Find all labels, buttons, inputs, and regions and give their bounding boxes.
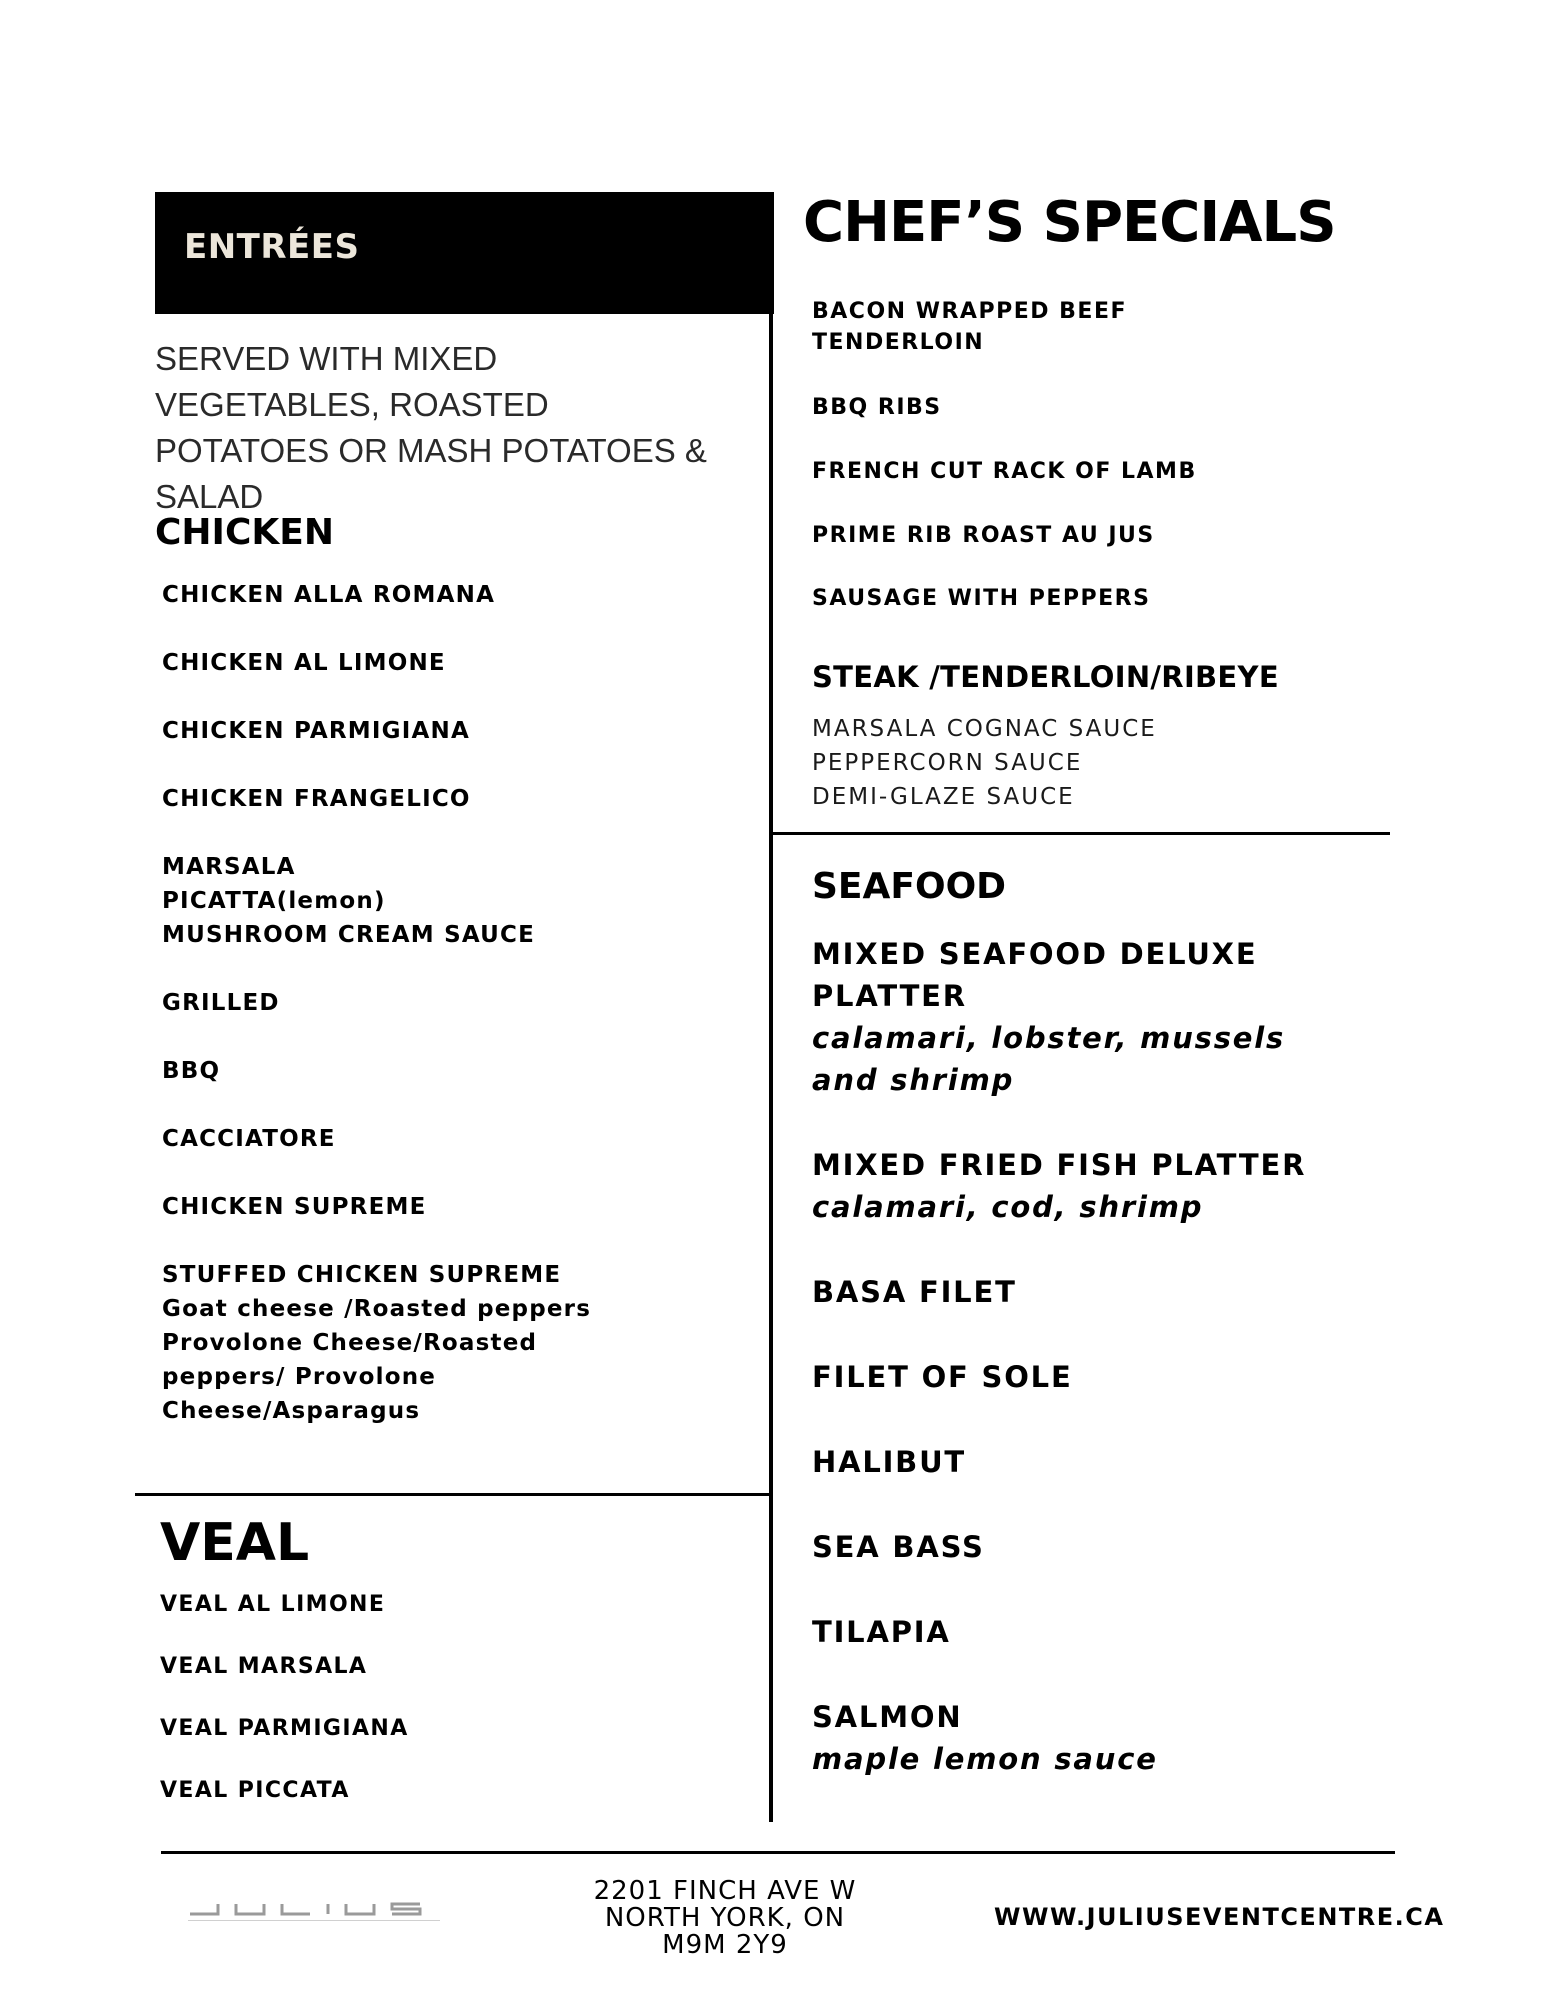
menu-item: PRIME RIB ROAST AU JUS — [812, 523, 1155, 548]
chefs-specials-title: CHEF’S SPECIALS — [803, 190, 1336, 255]
menu-item: TILAPIA — [812, 1615, 951, 1649]
chicken-heading: CHICKEN — [155, 512, 334, 553]
seafood-section-rule — [770, 832, 1390, 835]
menu-item: PLATTER — [812, 979, 967, 1013]
sauce-option: DEMI-GLAZE SAUCE — [812, 784, 1075, 810]
address-line: 2201 FINCH AVE W — [593, 1876, 857, 1906]
sauce-option: MUSHROOM CREAM SAUCE — [162, 922, 536, 948]
menu-item: FILET OF SOLE — [812, 1360, 1073, 1394]
menu-item: SAUSAGE WITH PEPPERS — [812, 586, 1151, 611]
sauce-option: MARSALA — [162, 854, 296, 880]
menu-item-stuffed-option: Provolone Cheese/Roasted — [162, 1330, 538, 1356]
menu-item: CHICKEN FRANGELICO — [162, 786, 471, 812]
menu-item-stuffed-option: Cheese/Asparagus — [162, 1398, 421, 1424]
menu-item-stuffed: STUFFED CHICKEN SUPREME — [162, 1262, 562, 1288]
steak-heading: STEAK /TENDERLOIN/RIBEYE — [812, 660, 1279, 694]
menu-item: GRILLED — [162, 990, 280, 1016]
menu-item: CHICKEN PARMIGIANA — [162, 718, 470, 744]
menu-item: VEAL PARMIGIANA — [160, 1716, 409, 1741]
menu-item: BBQ RIBS — [812, 395, 942, 420]
address-line: M9M 2Y9 — [662, 1930, 788, 1960]
veal-section-rule — [135, 1493, 770, 1496]
menu-item: SALMON — [812, 1700, 963, 1734]
menu-item: CACCIATORE — [162, 1126, 336, 1152]
veal-heading: VEAL — [160, 1513, 310, 1573]
column-divider — [769, 312, 773, 1822]
entrees-title: ENTRÉES — [184, 227, 360, 267]
sauce-option: MARSALA COGNAC SAUCE — [812, 716, 1157, 742]
menu-item: CHICKEN ALLA ROMANA — [162, 582, 496, 608]
menu-item: CHICKEN AL LIMONE — [162, 650, 446, 676]
item-description: and shrimp — [812, 1063, 1015, 1097]
menu-item: BASA FILET — [812, 1275, 1017, 1309]
seafood-heading: SEAFOOD — [812, 866, 1007, 907]
menu-item: MIXED SEAFOOD DELUXE — [812, 937, 1258, 971]
julius-logo — [188, 1898, 440, 1924]
served-with-text: SERVED WITH MIXED VEGETABLES, ROASTED POTATOES OR MASH POTATOES & SALAD — [155, 340, 707, 515]
menu-item: BBQ — [162, 1058, 221, 1084]
item-description: maple lemon sauce — [812, 1742, 1158, 1776]
menu-item: BACON WRAPPED BEEF — [812, 299, 1127, 324]
menu-item: MIXED FRIED FISH PLATTER — [812, 1148, 1307, 1182]
menu-item: HALIBUT — [812, 1445, 967, 1479]
footer-rule — [161, 1851, 1395, 1854]
menu-item: VEAL MARSALA — [160, 1654, 368, 1679]
menu-item: VEAL PICCATA — [160, 1778, 350, 1803]
menu-item: CHICKEN SUPREME — [162, 1194, 427, 1220]
sauce-option: PEPPERCORN SAUCE — [812, 750, 1083, 776]
menu-item: FRENCH CUT RACK OF LAMB — [812, 459, 1197, 484]
website-link[interactable]: WWW.JULIUSEVENTCENTRE.CA — [994, 1903, 1445, 1931]
menu-item: TENDERLOIN — [812, 330, 985, 355]
address-line: NORTH YORK, ON — [604, 1903, 846, 1933]
item-description: calamari, cod, shrimp — [812, 1190, 1204, 1224]
menu-item: VEAL AL LIMONE — [160, 1592, 386, 1617]
menu-item: SEA BASS — [812, 1530, 985, 1564]
menu-item-stuffed-option: Goat cheese /Roasted peppers — [162, 1296, 592, 1322]
sauce-option: PICATTA(lemon) — [162, 888, 386, 914]
item-description: calamari, lobster, mussels — [812, 1021, 1286, 1055]
address-block — [540, 1878, 910, 1959]
menu-item-stuffed-option: peppers/ Provolone — [162, 1364, 437, 1390]
